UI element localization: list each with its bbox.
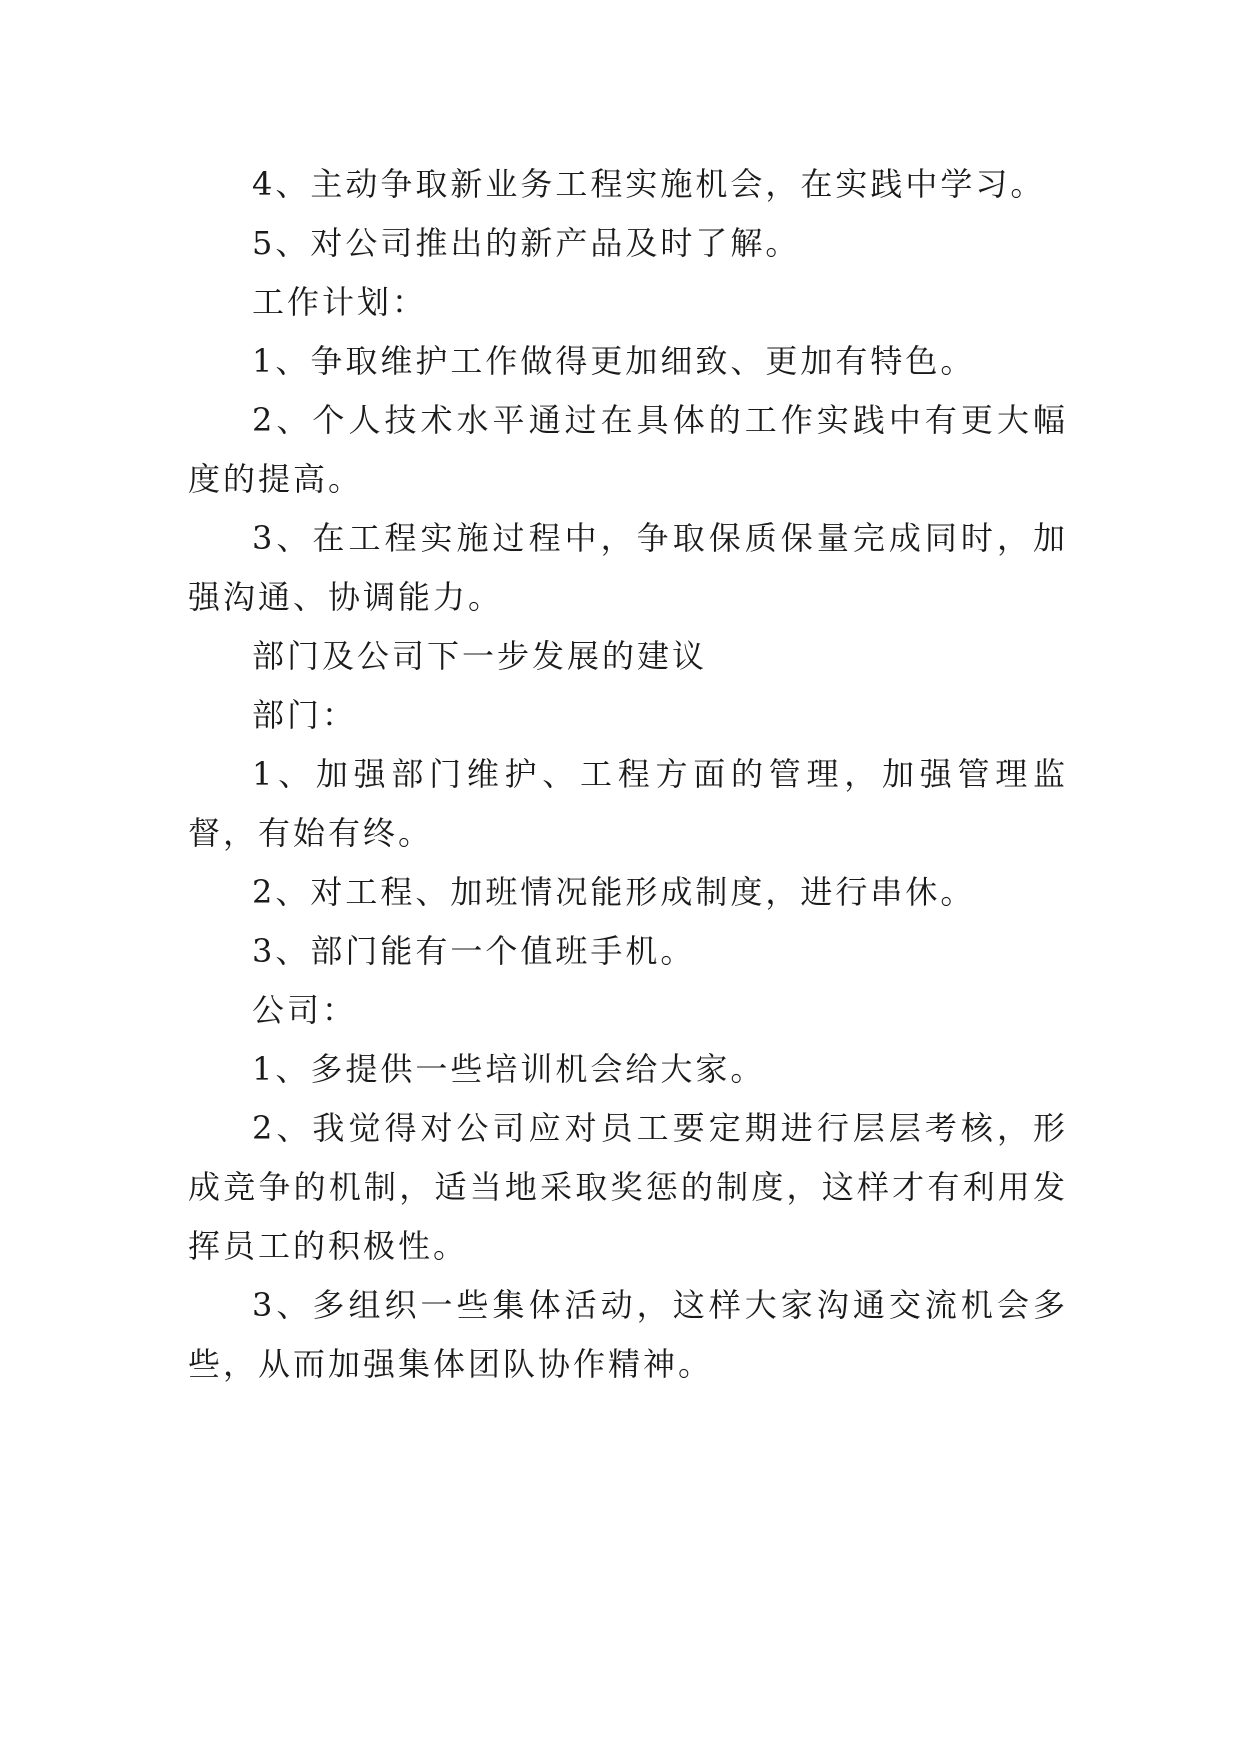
subheading-company: 公司： [252, 991, 358, 1029]
paragraph-company-1: 1、多提供一些培训机会给大家。 [252, 1050, 766, 1088]
paragraph-dept-3: 3、部门能有一个值班手机。 [252, 932, 696, 970]
paragraph-item-5: 5、对公司推出的新产品及时了解。 [252, 224, 801, 262]
section-heading-work-plan: 工作计划： [252, 283, 428, 321]
paragraph-item-4: 4、主动争取新业务工程实施机会，在实践中学习。 [252, 165, 1046, 203]
paragraph-plan-3: 3、在工程实施过程中，争取保质保量完成同时，加强沟通、协调能力。 [188, 519, 1068, 616]
document-body [188, 155, 1068, 1394]
paragraph-company-3: 3、多组织一些集体活动，这样大家沟通交流机会多些，从而加强集体团队协作精神。 [188, 1286, 1068, 1383]
paragraph-plan-1: 1、争取维护工作做得更加细致、更加有特色。 [252, 342, 976, 380]
paragraph-plan-2: 2、个人技术水平通过在具体的工作实践中有更大幅度的提高。 [188, 401, 1068, 498]
paragraph-company-2: 2、我觉得对公司应对员工要定期进行层层考核，形成竞争的机制，适当地采取奖惩的制度，这样才有利用发挥员工的积极性。 [188, 1109, 1068, 1265]
subheading-department: 部门： [252, 696, 358, 734]
paragraph-dept-2: 2、对工程、加班情况能形成制度，进行串休。 [252, 873, 976, 911]
paragraph-dept-1: 1、加强部门维护、工程方面的管理，加强管理监督，有始有终。 [188, 755, 1068, 852]
section-heading-suggestions: 部门及公司下一步发展的建议 [252, 637, 708, 675]
